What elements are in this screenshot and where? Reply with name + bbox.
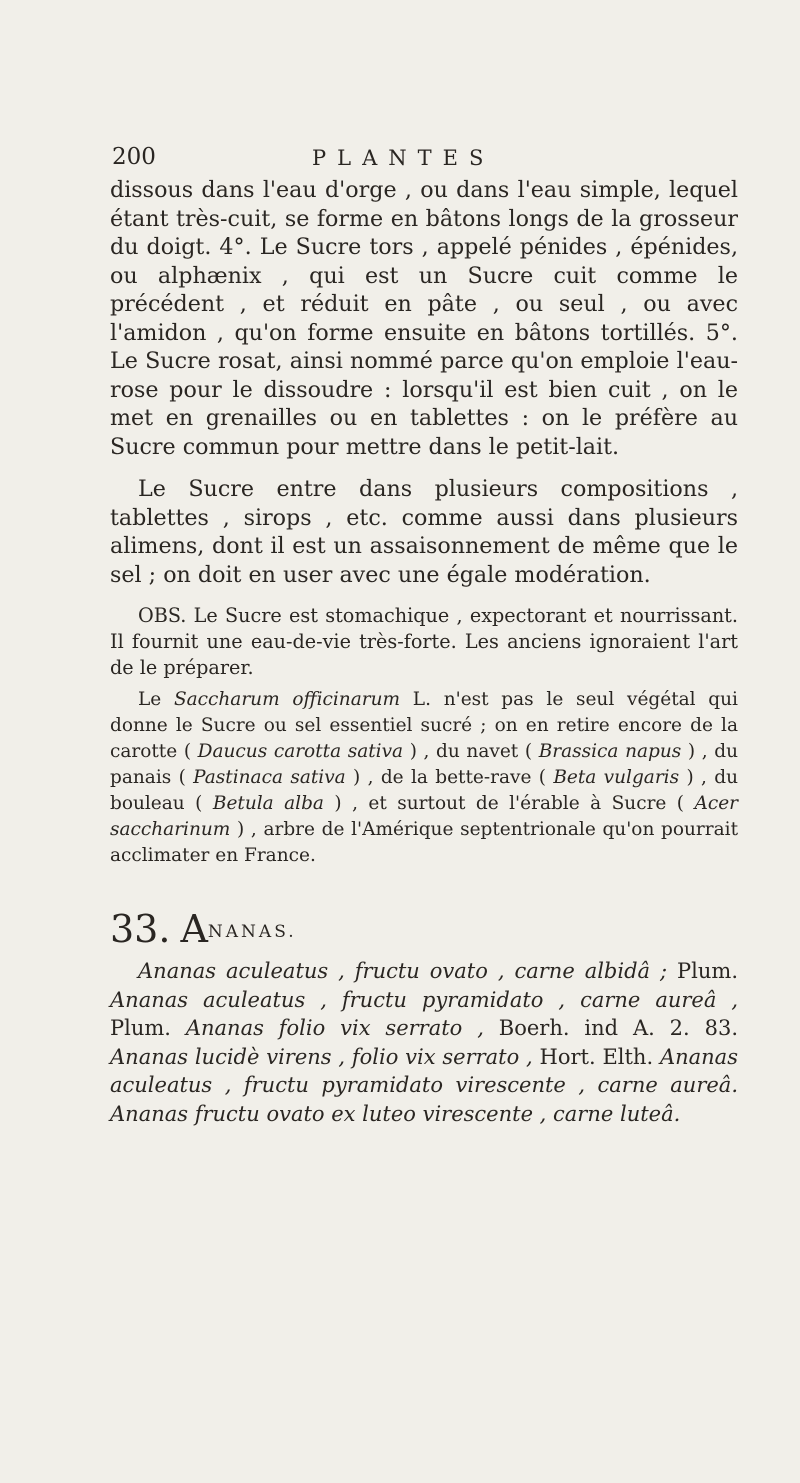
text-run: dissous dans l'eau d'orge , ou dans l'eau simple, lequel étant très-cuit, se forme en bâtons longs de la grosseur du doigt. 4°. Le Sucre tors , appelé pénides , épénides, ou alphænix , qui est un Sucre cuit comme le précédent , et réduit en pâte , ou seul , ou avec l'amidon , qu'on forme ensuite en bâtons tortillés. 5°. Le Sucre rosat, ainsi nommé parce qu'on emploie l'eau-rose pour le dissoudre : lorsqu'il est bien cuit , on le met en grenailles ou en tablettes : on le préfère au Sucre commun pour mettre dans le petit-lait.: [110, 177, 738, 460]
section-number: 33.: [110, 907, 171, 951]
running-title: PLANTES: [312, 146, 495, 170]
text-run: Le Sucre entre dans plusieurs compositions , tablettes , sirops , etc. comme aussi dans plusieurs alimens, dont il est un assaisonnement de même que le sel ; on doit en user avec une égale modération.: [110, 476, 738, 588]
italic-run: Daucus carotta sativa: [197, 741, 404, 762]
text-run: ) , et surtout de l'érable à Sucre (: [323, 793, 695, 814]
italic-run: Acer saccharinum: [110, 793, 739, 840]
text-run: Plum.: [667, 959, 739, 983]
text-run: ) , de la bette-rave (: [345, 767, 554, 788]
observation-paragraph: [110, 603, 738, 681]
text-run: Hort. Elth.: [532, 1044, 660, 1069]
text-run: Boerh. ind A. 2. 83.: [483, 1016, 738, 1040]
text-run: ) , du panais (: [110, 741, 739, 788]
paragraph-sugar-uses: [110, 475, 738, 589]
italic-run: Ananas lucidè virens , folio vix serrato ,: [110, 1044, 533, 1069]
text-run: Le: [138, 689, 174, 710]
italic-run: Ananas aculeatus , fructu pyramidato virescente , carne aureâ. Ananas fructu ovato ex luteo virescente , carne luteâ.: [110, 1044, 738, 1126]
section-heading: [110, 899, 738, 949]
text-run: Plum.: [110, 1016, 186, 1040]
note-sugar-sources: [110, 687, 738, 869]
text-run: OBS. Le Sucre est stomachique , expectorant et nourrissant. Il fournit une eau-de-vie très-forte. Les anciens ignoraient l'art de le préparer.: [110, 604, 738, 679]
italic-run: Ananas folio vix serrato ,: [185, 1016, 484, 1040]
italic-run: Ananas aculeatus , fructu pyramidato , carne aureâ ,: [110, 987, 738, 1012]
text-run: ) , du navet (: [403, 741, 539, 762]
italic-run: Pastinaca sativa: [193, 767, 346, 788]
italic-run: Ananas aculeatus , fructu ovato , carne albidâ ;: [138, 959, 668, 983]
italic-run: Betula alba: [212, 793, 324, 814]
section-title-initial: A: [180, 907, 208, 951]
page-body: [110, 176, 738, 1128]
italic-run: Brassica napus: [538, 741, 682, 762]
text-run: ) , arbre de l'Amérique septentrionale qu'on pourrait acclimater en France.: [110, 819, 738, 866]
ananas-synonyms: [110, 957, 738, 1128]
page-number: 200: [112, 144, 156, 170]
section-title-rest: NANAS.: [207, 922, 297, 942]
italic-run: Beta vulgaris: [553, 767, 680, 788]
text-run: ) , du bouleau (: [110, 767, 738, 814]
text-run: L. n'est pas le seul végétal qui donne le Sucre ou sel essentiel sucré ; on en retire encore de la carotte (: [110, 689, 738, 762]
paragraph-sugar-types: [110, 176, 738, 461]
italic-run: Saccharum officinarum: [173, 689, 401, 710]
